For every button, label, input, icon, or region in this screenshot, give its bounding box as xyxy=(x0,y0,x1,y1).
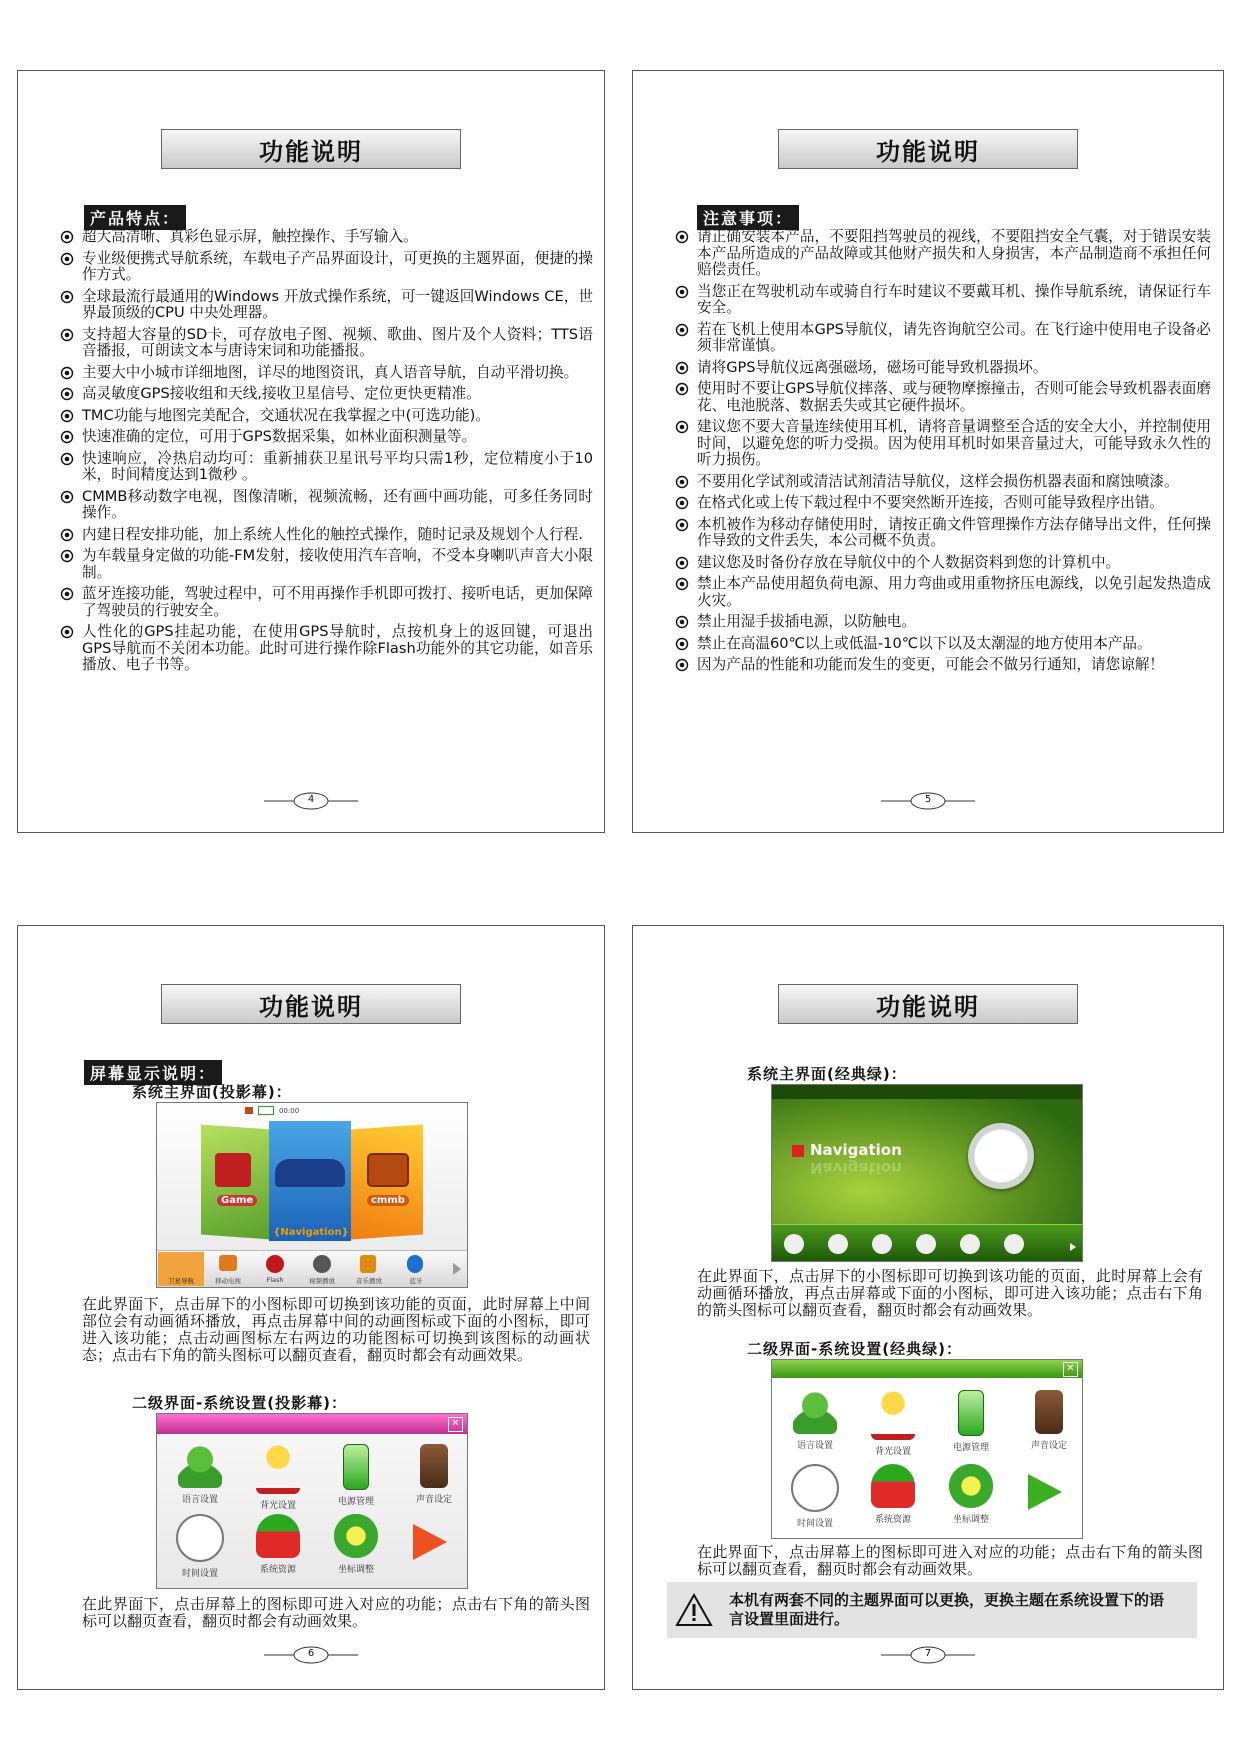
crosshair-icon xyxy=(949,1464,993,1508)
bullet-icon xyxy=(60,430,74,444)
grid-item-sound[interactable]: 声音设定 xyxy=(1010,1390,1083,1451)
dock-item-music[interactable]: 音乐播放 xyxy=(356,1277,382,1285)
grid-item-system-resources[interactable]: 系统资源 xyxy=(854,1464,932,1525)
video-dock-icon xyxy=(313,1255,331,1273)
list-item: 主要大中小城市详细地图，详尽的地图资讯，真人语音导航，自动平滑切换。 xyxy=(60,365,593,382)
page-7 xyxy=(632,925,1224,1690)
bullet-icon xyxy=(675,382,689,396)
grid-item-sound[interactable]: 声音设定 xyxy=(395,1444,468,1505)
bullet-icon xyxy=(675,475,689,489)
bullet-icon xyxy=(675,615,689,629)
list-item: 专业级便携式导航系统，车载电子产品界面设计，可更换的主题界面，便捷的操作方式。 xyxy=(60,251,593,284)
bluetooth-dock-icon xyxy=(407,1255,423,1273)
list-item: 使用时不要让GPS导航仪摔落、或与硬物摩擦撞击，否则可能会导致机器表面磨花、电池脱落、数据丢失或其它硬件损坏。 xyxy=(675,381,1211,414)
navigation-label-reflection: Navigation xyxy=(810,1159,902,1177)
page-number: 5 xyxy=(881,791,975,811)
warning-text: 本机有两套不同的主题界面可以更换，更换主题在系统设置下的语言设置里面进行。 xyxy=(729,1591,1165,1628)
lamp-icon xyxy=(256,1444,300,1494)
dock-item-mobile-tv[interactable]: 移动电视 xyxy=(215,1277,241,1285)
bullet-icon xyxy=(60,290,74,304)
grid-item-language[interactable]: 语言设置 xyxy=(161,1444,239,1505)
list-item: 建议您不要大音量连续使用耳机，请将音量调整至合适的安全大小，并控制使用时间，以避免您的听力受损。因为使用耳机时如果音量过大，可能导致永久性的听力损伤。 xyxy=(675,419,1211,469)
flash-dock-icon xyxy=(266,1255,284,1273)
next-arrow-icon[interactable] xyxy=(413,1524,447,1560)
grid-item-calibration[interactable]: 坐标调整 xyxy=(932,1464,1010,1525)
list-item: 高灵敏度GPS接收组和天线,接收卫星信号、定位更快更精准。 xyxy=(60,386,593,403)
car-icon xyxy=(275,1159,345,1187)
list-item: 快速响应，冷热启动均可：重新捕获卫星讯号平均只需1秒，定位精度小于10米，时间精度达到1微秒 。 xyxy=(60,451,593,484)
dock-music-icon[interactable] xyxy=(916,1234,936,1254)
section-tag: 屏幕显示说明： xyxy=(84,1060,222,1085)
close-icon[interactable]: ✕ xyxy=(1063,1362,1078,1377)
subheading: 系统主界面(投影幕)： xyxy=(132,1083,292,1101)
list-item: 支持超大容量的SD卡，可存放电子图、视频、歌曲、图片及个人资料；TTS语音播报，可朗读文本与唐诗宋词和功能播报。 xyxy=(60,327,593,360)
bullet-icon xyxy=(60,549,74,563)
speaker-icon xyxy=(420,1444,448,1488)
battery-icon xyxy=(343,1444,369,1490)
bullet-icon xyxy=(675,496,689,510)
close-icon[interactable]: ✕ xyxy=(448,1417,463,1432)
list-item: 在格式化或上传下载过程中不要突然断开连接，否则可能导致程序出错。 xyxy=(675,495,1211,512)
dock-video-icon[interactable] xyxy=(872,1234,892,1254)
list-item: 请将GPS导航仪远离强磁场，磁场可能导致机器损坏。 xyxy=(675,360,1211,377)
tv-icon xyxy=(367,1153,409,1187)
grid-item-backlight[interactable]: 背光设置 xyxy=(239,1444,317,1511)
navigation-tile[interactable] xyxy=(792,1145,804,1157)
title-bar xyxy=(772,1360,1082,1378)
bullet-icon xyxy=(60,409,74,423)
description-paragraph: 在此界面下，点击屏幕上的图标即可进入对应的功能；点击右下角的箭头图标可以翻页查看，翻页时都会有动画效果。 xyxy=(82,1595,590,1630)
navigation-label[interactable]: Navigation xyxy=(810,1141,902,1159)
speaker-icon xyxy=(1035,1390,1063,1434)
dice-icon xyxy=(215,1153,251,1187)
page-number: 7 xyxy=(881,1645,975,1665)
bullet-icon xyxy=(675,285,689,299)
tv-dock-icon xyxy=(219,1255,237,1271)
title-bar xyxy=(157,1414,467,1434)
list-item: 人性化的GPS挂起功能，在使用GPS导航时，点按机身上的返回键，可退出GPS导航而不关闭本功能。此时可进行操作除Flash功能外的其它功能，如音乐播放、电子书等。 xyxy=(60,624,593,674)
card-label: {Navigation} xyxy=(273,1227,349,1238)
signal-icon xyxy=(245,1107,253,1114)
page-4 xyxy=(17,70,605,833)
list-item: 内建日程安排功能，加上系统人性化的触控式操作，随时记录及规划个人行程. xyxy=(60,527,593,544)
grid-item-power[interactable]: 电源管理 xyxy=(317,1444,395,1507)
section-tag: 注意事项： xyxy=(697,205,799,230)
dock-item-video[interactable]: 视频播放 xyxy=(309,1277,335,1285)
status-time: 00:00 xyxy=(279,1106,300,1115)
dock xyxy=(157,1250,467,1287)
battery-icon xyxy=(258,1106,274,1115)
subheading: 系统主界面(经典绿)： xyxy=(747,1065,907,1083)
bullet-icon xyxy=(675,518,689,532)
warning-icon xyxy=(675,1593,713,1627)
dock-label: 卫星导航 xyxy=(168,1277,194,1285)
stack-icon xyxy=(871,1464,915,1508)
list-item: 请正确安装本产品，不要阻挡驾驶员的视线，不要阻挡安全气囊，对于错误安装本产品所造成的产品故障或其他财产损失和人身损害，本产品制造商不承担任何赔偿责任。 xyxy=(675,229,1211,279)
page-5 xyxy=(632,70,1224,833)
subheading: 二级界面-系统设置(投影幕)： xyxy=(132,1394,347,1412)
grid-item-system-resources[interactable]: 系统资源 xyxy=(239,1514,317,1575)
dock-settings-icon[interactable] xyxy=(1004,1234,1024,1254)
bullet-icon xyxy=(60,452,74,466)
list-item: 禁止在高温60℃以上或低温-10℃以下以及太潮湿的地方使用本产品。 xyxy=(675,636,1211,653)
dock-tv-icon[interactable] xyxy=(828,1234,848,1254)
list-item: 本机被作为移动存储使用时，请按正确文件管理操作方法存储导出文件，任何操作导致的文件丢失，本公司概不负责。 xyxy=(675,517,1211,550)
list-item: 全球最流行最通用的Windows 开放式操作系统，可一键返回Windows CE，世界最顶级的CPU 中央处理器。 xyxy=(60,289,593,322)
clock-icon xyxy=(176,1514,224,1562)
page-title: 功能说明 xyxy=(161,129,461,169)
list-item: 快速准确的定位，可用于GPS数据采集，如林业面积测量等。 xyxy=(60,429,593,446)
list-item: 蓝牙连接功能，驾驶过程中，可不用再操作手机即可拨打、接听电话，更加保障了驾驶员的行驶安全。 xyxy=(60,586,593,619)
grid-item-backlight[interactable]: 背光设置 xyxy=(854,1390,932,1457)
list-item: 超大高清晰、真彩色显示屏，触控操作、手写输入。 xyxy=(60,229,593,246)
page-number: 4 xyxy=(264,791,358,811)
grid-item-calibration[interactable]: 坐标调整 xyxy=(317,1514,395,1575)
description-paragraph: 在此界面下，点击屏下的小图标即可切换到该功能的页面，此时屏幕上中间部位会有动画循环播放，再点击屏幕中间的动画图标或下面的小图标，即可进入该功能；点击动画图标左右两边的功能图标可切换到该图标的动画状态；点击右下角的箭头图标可以翻页查看，翻页时都会有动画效果。 xyxy=(82,1295,590,1364)
bullet-icon xyxy=(675,658,689,672)
bullet-icon xyxy=(60,528,74,542)
bullet-icon xyxy=(675,230,689,244)
grid-item-language[interactable]: 语言设置 xyxy=(776,1390,854,1451)
list-item: 建议您及时备份存放在导航仪中的个人数据资料到您的计算机中。 xyxy=(675,555,1211,572)
grid-item-time[interactable]: 时间设置 xyxy=(776,1464,854,1529)
card-label: cmmb xyxy=(367,1195,409,1206)
user-icon xyxy=(793,1390,837,1434)
warning-box xyxy=(667,1582,1197,1638)
list-item: 为车载量身定做的功能-FM发射，接收使用汽车音响，不受本身喇叭声音大小限制。 xyxy=(60,548,593,581)
grid-item-time[interactable]: 时间设置 xyxy=(161,1514,239,1579)
list-item: 不要用化学试剂或清洁试剂清洁导航仪，这样会损伤机器表面和腐蚀喷漆。 xyxy=(675,474,1211,491)
next-arrow-icon[interactable] xyxy=(1070,1243,1076,1251)
page-title: 功能说明 xyxy=(778,129,1078,169)
lamp-icon xyxy=(871,1390,915,1440)
bullet-icon xyxy=(675,323,689,337)
status-bar xyxy=(772,1085,1082,1099)
list-item: 因为产品的性能和功能而发生的变更，可能会不做另行通知，请您谅解！ xyxy=(675,657,1211,674)
status-bar xyxy=(245,1106,299,1115)
dock-bluetooth-icon[interactable] xyxy=(960,1234,980,1254)
list-item: 禁止本产品使用超负荷电源、用力弯曲或用重物挤压电源线，以免引起发热造成火灾。 xyxy=(675,576,1211,609)
subheading: 二级界面-系统设置(经典绿)： xyxy=(747,1340,962,1358)
bullet-icon xyxy=(675,420,689,434)
description-paragraph: 在此界面下，点击屏下的小图标即可切换到该功能的页面，此时屏幕上会有动画循环播放，再点击屏幕或下面的小图标，即可进入该功能；点击右下角的箭头图标可以翻页查看，翻页时都会有动画效果。 xyxy=(697,1267,1203,1319)
section-tag: 产品特点： xyxy=(84,205,186,230)
dock-item-flash[interactable]: Flash xyxy=(266,1276,284,1284)
page-title: 功能说明 xyxy=(778,984,1078,1024)
battery-icon xyxy=(958,1390,984,1436)
feature-list xyxy=(60,229,593,679)
bullet-icon xyxy=(60,587,74,601)
bullet-icon xyxy=(60,366,74,380)
bullet-icon xyxy=(60,387,74,401)
crosshair-icon xyxy=(334,1514,378,1558)
bullet-icon xyxy=(60,490,74,504)
user-icon xyxy=(178,1444,222,1488)
bullet-icon xyxy=(675,361,689,375)
road-compass-icon[interactable] xyxy=(968,1123,1034,1189)
bullet-icon xyxy=(60,230,74,244)
screenshot-main-green xyxy=(771,1084,1083,1262)
list-item: 若在飞机上使用本GPS导航仪，请先咨询航空公司。在飞行途中使用电子设备必须非常谨慎。 xyxy=(675,322,1211,355)
list-item: 禁止用湿手拔插电源，以防触电。 xyxy=(675,614,1211,631)
bullet-icon xyxy=(675,637,689,651)
dock-item-bluetooth[interactable]: 蓝牙 xyxy=(409,1277,423,1285)
list-item: 当您正在驾驶机动车或骑自行车时建议不要戴耳机、操作导航系统，请保证行车安全。 xyxy=(675,284,1211,317)
description-paragraph: 在此界面下，点击屏幕上的图标即可进入对应的功能；点击右下角的箭头图标可以翻页查看，翻页时都会有动画效果。 xyxy=(697,1543,1203,1578)
list-item: TMC功能与地图完美配合，交通状况在我掌握之中(可选功能)。 xyxy=(60,408,593,425)
bullet-icon xyxy=(60,252,74,266)
bullet-icon xyxy=(675,556,689,570)
dock-nav-icon[interactable] xyxy=(784,1234,804,1254)
next-arrow-icon[interactable] xyxy=(1028,1474,1062,1510)
music-dock-icon xyxy=(360,1255,376,1273)
notice-list xyxy=(675,229,1211,679)
page-6 xyxy=(17,925,605,1690)
screenshot-main-projector xyxy=(156,1102,468,1288)
clock-icon xyxy=(791,1464,839,1512)
page-title: 功能说明 xyxy=(161,984,461,1024)
bullet-icon xyxy=(60,625,74,639)
bullet-icon xyxy=(675,577,689,591)
grid-item-power[interactable]: 电源管理 xyxy=(932,1390,1010,1453)
bullet-icon xyxy=(60,328,74,342)
screenshot-settings-projector xyxy=(156,1413,468,1589)
card-label: Game xyxy=(217,1195,257,1206)
page-number: 6 xyxy=(264,1645,358,1665)
stack-icon xyxy=(256,1514,300,1558)
screenshot-settings-green xyxy=(771,1359,1083,1539)
next-arrow-icon[interactable] xyxy=(453,1263,461,1275)
list-item: CMMB移动数字电视，图像清晰，视频流畅，还有画中画功能，可多任务同时操作。 xyxy=(60,489,593,522)
